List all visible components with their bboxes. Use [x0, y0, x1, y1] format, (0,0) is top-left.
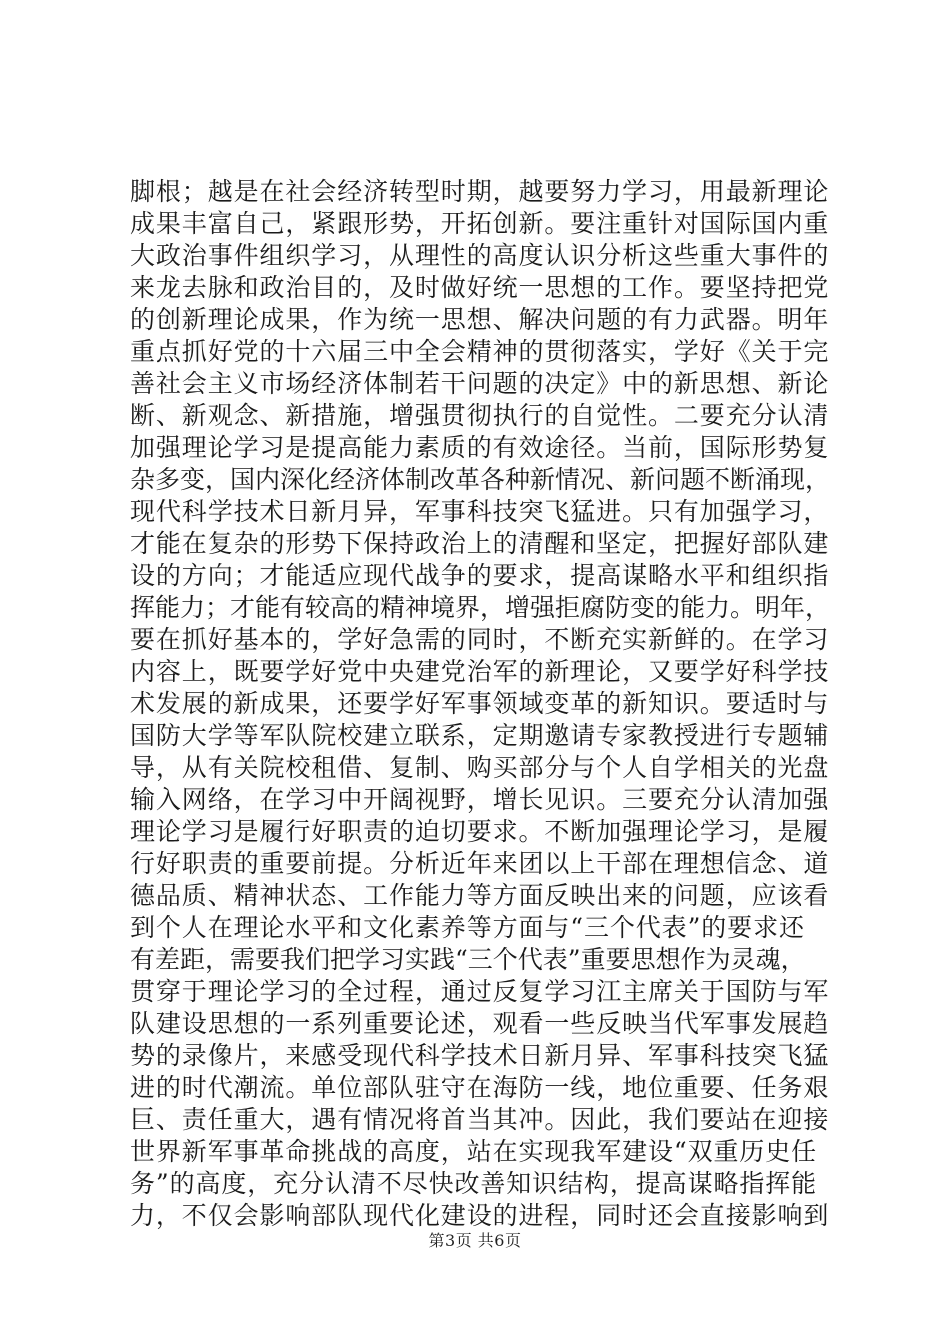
text-line: 善社会主义市场经济体制若干问题的决定》中的新思想、新论 — [130, 369, 830, 398]
text-line: 杂多变，国内深化经济体制改革各种新情况、新问题不断涌现， — [130, 465, 831, 494]
text-line: 贯穿于理论学习的全过程，通过反复学习江主席关于国防与军 — [130, 977, 830, 1006]
body-paragraph — [130, 176, 830, 1232]
text-line: 国防大学等军队院校建立联系，定期邀请专家教授进行专题辅 — [130, 721, 830, 750]
text-line: 内容上，既要学好党中央建党治军的新理论，又要学好科学技 — [130, 657, 830, 686]
text-line: 来龙去脉和政治目的，及时做好统一思想的工作。要坚持把党 — [130, 273, 830, 302]
text-line: 脚根；越是在社会经济转型时期，越要努力学习，用最新理论 — [130, 177, 830, 206]
text-line: 到个人在理论水平和文化素养等方面与“三个代表”的要求还 — [130, 913, 805, 942]
text-line: 力，不仅会影响部队现代化建设的进程，同时还会直接影响到 — [130, 1201, 830, 1230]
text-line: 导，从有关院校租借、复制、购买部分与个人自学相关的光盘 — [130, 753, 830, 782]
text-line: 术发展的新成果，还要学好军事领域变革的新知识。要适时与 — [130, 689, 830, 718]
text-line: 断、新观念、新措施，增强贯彻执行的自觉性。二要充分认清 — [130, 401, 830, 430]
text-line: 理论学习是履行好职责的迫切要求。不断加强理论学习，是履 — [130, 817, 830, 846]
text-line: 要在抓好基本的，学好急需的同时，不断充实新鲜的。在学习 — [130, 625, 830, 654]
page-footer: 第3页 共6页 — [428, 1231, 522, 1250]
text-line: 才能在复杂的形势下保持政治上的清醒和坚定，把握好部队建 — [130, 529, 830, 558]
text-line: 世界新军事革命挑战的高度，站在实现我军建设“双重历史任 — [130, 1137, 818, 1166]
text-line: 设的方向；才能适应现代战争的要求，提高谋略水平和组织指 — [130, 561, 830, 590]
text-line: 大政治事件组织学习，从理性的高度认识分析这些重大事件的 — [130, 241, 830, 270]
text-line: 队建设思想的一系列重要论述，观看一些反映当代军事发展趋 — [130, 1009, 830, 1038]
text-line: 挥能力；才能有较高的精神境界，增强拒腐防变的能力。明年， — [130, 593, 831, 622]
text-line: 现代科学技术日新月异，军事科技突飞猛进。只有加强学习， — [130, 497, 830, 526]
text-line: 行好职责的重要前提。分析近年来团以上干部在理想信念、道 — [130, 849, 830, 878]
text-line: 势的录像片，来感受现代科学技术日新月异、军事科技突飞猛 — [130, 1041, 830, 1070]
text-line: 巨、责任重大，遇有情况将首当其冲。因此，我们要站在迎接 — [130, 1105, 830, 1134]
text-line: 加强理论学习是提高能力素质的有效途径。当前，国际形势复 — [130, 433, 830, 462]
text-line: 成果丰富自己，紧跟形势，开拓创新。要注重针对国际国内重 — [130, 209, 830, 238]
text-line: 务”的高度，充分认清不尽快改善知识结构，提高谋略指挥能 — [130, 1169, 818, 1198]
text-line: 有差距，需要我们把学习实践“三个代表”重要思想作为灵魂， — [130, 945, 806, 974]
text-line: 进的时代潮流。单位部队驻守在海防一线，地位重要、任务艰 — [130, 1073, 830, 1102]
text-line: 的创新理论成果，作为统一思想、解决问题的有力武器。明年 — [130, 305, 830, 334]
text-line: 输入网络，在学习中开阔视野，增长见识。三要充分认清加强 — [130, 785, 830, 814]
text-line: 德品质、精神状态、工作能力等方面反映出来的问题，应该看 — [130, 881, 830, 910]
text-line: 重点抓好党的十六届三中全会精神的贯彻落实，学好《关于完 — [130, 337, 830, 366]
